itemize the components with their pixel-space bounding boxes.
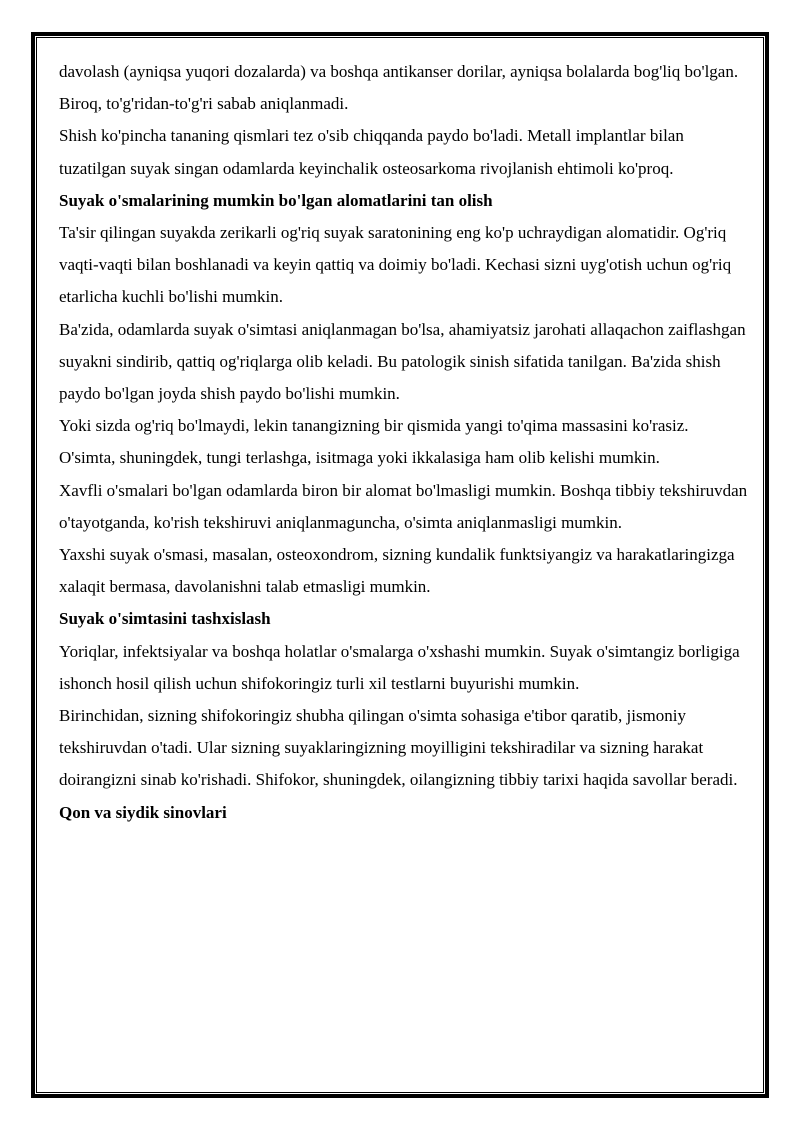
- paragraph: Birinchidan, sizning shifokoringiz shubha qilingan o'simta sohasiga e'tibor qaratib, jismoniy tekshiruvdan o'tadi. Ular sizning suyaklaringizning moyilligini tekshiradilar va sizning harakat doirangizni sinab ko'rishadi. Shifokor, shuningdek, oilangizning tibbiy tarixi haqida savollar beradi.: [59, 706, 738, 790]
- paragraph: Xavfli o'smalari bo'lgan odamlarda biron bir alomat bo'lmasligi mumkin. Boshqa tibbiy tekshiruvdan o'tayotganda, ko'rish tekshiruvi aniqlanmaguncha, o'simta aniqlanmasligi mumkin.: [59, 480, 748, 532]
- paragraph: Yaxshi suyak o'smasi, masalan, osteoxondrom, sizning kundalik funktsiyangiz va harakatlaringizga xalaqit bermasa, davolanishni talab etmasligi mumkin.: [59, 545, 735, 597]
- paragraph: Ta'sir qilingan suyakda zerikarli og'riq suyak saratonining eng ko'p uchraydigan alomatidir. Og'riq vaqti-vaqti bilan boshlanadi va keyin qattiq va doimiy bo'ladi. Kechasi sizni uyg'otish uchun og'riq etarlicha kuchli bo'lishi mumkin.: [59, 223, 732, 307]
- document-body: [59, 56, 749, 829]
- paragraph: davolash (ayniqsa yuqori dozalarda) va boshqa antikanser dorilar, ayniqsa bolalarda bog'liq bo'lgan. Biroq, to'g'ridan-to'g'ri sabab aniqlanmadi.: [59, 62, 739, 114]
- section-heading: Suyak o'smalarining mumkin bo'lgan alomatlarini tan olish: [59, 190, 493, 210]
- paragraph: Shish ko'pincha tananing qismlari tez o'sib chiqqanda paydo bo'ladi. Metall implantlar bilan tuzatilgan suyak singan odamlarda keyinchalik osteosarkoma rivojlanish ehtimoli ko'proq.: [59, 126, 684, 178]
- paragraph: Yoriqlar, infektsiyalar va boshqa holatlar o'smalarga o'xshashi mumkin. Suyak o'simtangiz borligiga ishonch hosil qilish uchun shifokoringiz turli xil testlarni buyurishi mumkin.: [59, 641, 740, 693]
- paragraph: Yoki sizda og'riq bo'lmaydi, lekin tanangizning bir qismida yangi to'qima massasini ko'rasiz. O'simta, shuningdek, tungi terlashga, isitmaga yoki ikkalasiga ham olib kelishi mumkin.: [59, 416, 689, 468]
- paragraph: Ba'zida, odamlarda suyak o'simtasi aniqlanmagan bo'lsa, ahamiyatsiz jarohati allaqachon zaiflashgan suyakni sindirib, qattiq og'riqlarga olib keladi. Bu patologik sinish sifatida tanilgan. Ba'zida shish paydo bo'lgan joyda shish paydo bo'lishi mumkin.: [59, 319, 746, 404]
- section-heading: Suyak o'simtasini tashxislash: [59, 609, 271, 629]
- section-heading: Qon va siydik sinovlari: [59, 802, 227, 822]
